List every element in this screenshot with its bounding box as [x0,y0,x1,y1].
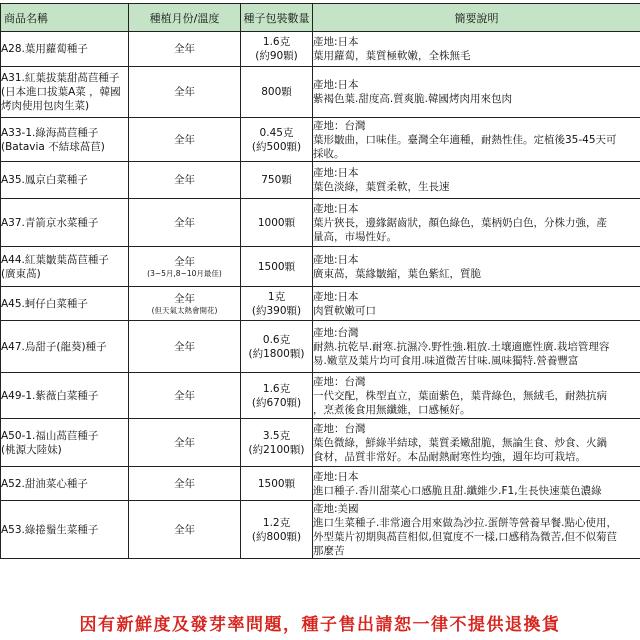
season-text-line: 全年 [174,43,195,55]
amount-text-line: (約500顆) [251,140,302,153]
cell-season [129,67,241,118]
cell-name [1,162,129,199]
header-planting-season: 種植月份/溫度 [129,4,241,32]
amount-text-line: 750顆 [261,174,292,186]
cell-desc [313,247,640,287]
cell-season [129,199,241,247]
name-text-line: 烤肉使用包肉生菜) [1,100,90,112]
desc-text-line: 量高，市場性好。 [313,230,397,243]
desc-text-line: 葉用蘿蔔，葉質極軟嫩，全株無毛 [313,50,471,62]
cell-desc [313,373,640,419]
amount-text-line: (約390顆) [251,304,302,317]
desc-text-line: 進口生菜種子.非常適合用來做為沙拉.蛋餅等營養早餐.點心使用， [313,516,618,529]
desc-text-line: 易.嫩莖及葉片均可食用.味道微苦甘味.風味獨特.營養豐富 [313,354,579,367]
desc-text-line: 產地:日本 [313,470,359,483]
season-text-line: 全年 [174,216,195,229]
name-text-line: A33-1.綠海萵苣種子 [1,126,99,139]
seed-table [0,3,640,559]
cell-desc [313,199,640,247]
name-text-line: A53.綠捲鬚生菜種子 [1,523,99,536]
table-row [1,162,640,199]
cell-season [129,373,241,419]
table-row [1,199,640,247]
name-text-line: A31.紅葉拔葉甜萵苣種子 [1,72,120,84]
desc-text-line: 耐熱.抗乾旱.耐寒.抗濕冷.野性強.粗放.土壤適應性廣.栽培管理容 [313,340,610,353]
cell-name [1,501,129,559]
table-body [1,32,640,559]
name-text-line: (廣東萵) [1,267,41,280]
season-note: (3~5月,8~10月最佳) [147,268,222,278]
desc-text-line: 採收。 [313,147,345,160]
cell-name [1,287,129,321]
cell-desc [313,162,640,199]
desc-text-line: 產地:日本 [313,79,359,91]
desc-text-line: 產地:美國 [313,502,359,515]
name-text-line: A50-1.福山萵苣種子 [1,429,99,442]
cell-amount [241,321,313,373]
cell-name [1,199,129,247]
desc-text-line: 葉片狹長，邊緣鋸齒狀，顏色綠色，葉柄奶白色，分株力強，產 [313,216,607,229]
desc-text-line: 肉質軟嫩可口 [313,304,376,317]
cell-season [129,419,241,467]
cell-amount [241,373,313,419]
table-row [1,373,640,419]
cell-name [1,118,129,162]
name-text-line: A35.鳳京白菜種子 [1,174,88,186]
season-text-line: 全年 [174,292,195,305]
name-text-line: A45.蚵仔白菜種子 [1,297,88,310]
amount-text-line: 3.5克 [262,429,291,442]
season-text-line: 全年 [174,255,195,268]
amount-text-line: 1.6克 [262,382,291,395]
table-row [1,419,640,467]
desc-text-line: 產地:日本 [313,253,359,266]
cell-desc [313,321,640,373]
desc-text-line: 進口種子.香川甜菜心口感脆且甜.纖維少.F1,生長快速葉色濃綠 [313,484,602,497]
cell-amount [241,199,313,247]
season-text-line: 全年 [174,174,195,186]
cell-season [129,501,241,559]
amount-text-line: (約2100顆) [248,443,305,456]
desc-text-line: 一代交配，株型直立，葉面紫色，葉背綠色，無絨毛，耐熱抗病 [313,389,607,402]
desc-text-line: 產地：台灣 [313,119,366,132]
cell-desc [313,118,640,162]
desc-text-line: ，烹煮後食用無纖維，口感極好。 [313,403,471,416]
season-text-line: 全年 [174,436,195,449]
season-text-line: 全年 [174,523,195,536]
cell-amount [241,118,313,162]
name-text-line: A44.紅葉皺葉萵苣種子 [1,253,109,266]
amount-text-line: (約1800顆) [248,347,305,360]
desc-text-line: 葉色淡綠，葉質柔軟，生長速 [313,181,450,193]
desc-text-line: 廣東萵，葉緣皺縮，葉色紫紅，質脆 [313,267,481,280]
cell-season [129,247,241,287]
cell-amount [241,419,313,467]
amount-text-line: 1.2克 [262,516,291,529]
season-text-line: 全年 [174,477,195,490]
cell-amount [241,32,313,67]
cell-name [1,373,129,419]
cell-season [129,118,241,162]
cell-season [129,287,241,321]
cell-desc [313,32,640,67]
cell-amount [241,67,313,118]
cell-desc [313,467,640,501]
amount-text-line: 800顆 [261,86,292,98]
name-text-line: (日本進口拔葉A菜 ，韓國 [1,86,121,98]
season-text-line: 全年 [174,86,195,98]
amount-text-line: 1500顆 [257,477,296,490]
desc-text-line: 產地：台灣 [313,375,366,388]
desc-text-line: 產地:日本 [313,36,359,48]
table-header-row [1,4,640,32]
cell-name [1,467,129,501]
name-text-line: A49-1.紫薇白菜種子 [1,389,99,402]
cell-desc [313,419,640,467]
desc-text-line: 葉形皺曲，口味佳。臺灣全年適種，耐熱性佳。定植後35-45天可 [313,133,617,146]
cell-season [129,467,241,501]
table-row [1,501,640,559]
cell-amount [241,162,313,199]
cell-amount [241,467,313,501]
amount-text-line: (約90顆) [255,50,298,62]
season-text-line: 全年 [174,389,195,402]
table-row [1,247,640,287]
season-note: (但天氣太熱會開花) [151,305,218,315]
cell-name [1,321,129,373]
season-text-line: 全年 [174,340,195,353]
name-text-line: (桃源大陸妹) [1,443,62,456]
desc-text-line: 葉色微綠，鮮綠半結球，葉質柔嫩甜脆，無論生食、炒食、火鍋 [313,436,607,449]
table-row [1,287,640,321]
desc-text-line: 外型葉片初期與萵苣相似,但寬度不一樣,口感稍為微苦,但不似菊苣 [313,530,618,543]
season-text-line: 全年 [174,133,195,146]
desc-text-line: 產地:台灣 [313,326,359,339]
table-row [1,321,640,373]
name-text-line: (Batavia 不結球萵苣) [1,140,105,153]
desc-text-line: 紫褐色葉.甜度高.質爽脆.韓國烤肉用來包肉 [313,93,513,105]
table-row [1,118,640,162]
table-row [1,67,640,118]
desc-text-line: 產地:日本 [313,167,359,179]
cell-amount [241,287,313,321]
amount-text-line: 1500顆 [257,260,296,273]
cell-name [1,419,129,467]
cell-amount [241,247,313,287]
desc-text-line: 食材，品質非常好。本品耐熱耐寒性均強，週年均可栽培。 [313,450,586,463]
cell-season [129,32,241,67]
desc-text-line: 那麼苦 [313,544,345,557]
table-row [1,32,640,67]
cell-season [129,162,241,199]
cell-season [129,321,241,373]
no-return-notice: 因有新鮮度及發芽率問題，種子售出請恕一律不提供退換貨 [79,615,561,635]
amount-text-line: (約670顆) [251,396,302,409]
table-row [1,467,640,501]
cell-desc [313,67,640,118]
amount-text-line: 1克 [267,290,286,303]
desc-text-line: 產地:日本 [313,202,359,215]
name-text-line: A47.烏甜子(龍葵)種子 [1,340,107,353]
desc-text-line: 產地：台灣 [313,422,366,435]
cell-name [1,32,129,67]
name-text-line: A37.青箭京水菜種子 [1,216,99,229]
header-product-name: 商品名稱 [1,4,129,32]
desc-text-line: 產地:日本 [313,290,359,303]
cell-amount [241,501,313,559]
cell-name [1,247,129,287]
name-text-line: A52.甜油菜心種子 [1,477,88,490]
header-package-amount: 種子包裝數量 [241,4,313,32]
amount-text-line: 0.45克 [259,126,294,139]
cell-desc [313,287,640,321]
name-text-line: A28.葉用蘿蔔種子 [1,43,88,55]
cell-desc [313,501,640,559]
amount-text-line: 0.6克 [262,333,291,346]
amount-text-line: 1.6克 [262,36,291,48]
amount-text-line: (約800顆) [251,530,302,543]
amount-text-line: 1000顆 [257,216,296,229]
cell-name [1,67,129,118]
header-description: 簡要說明 [313,4,640,32]
